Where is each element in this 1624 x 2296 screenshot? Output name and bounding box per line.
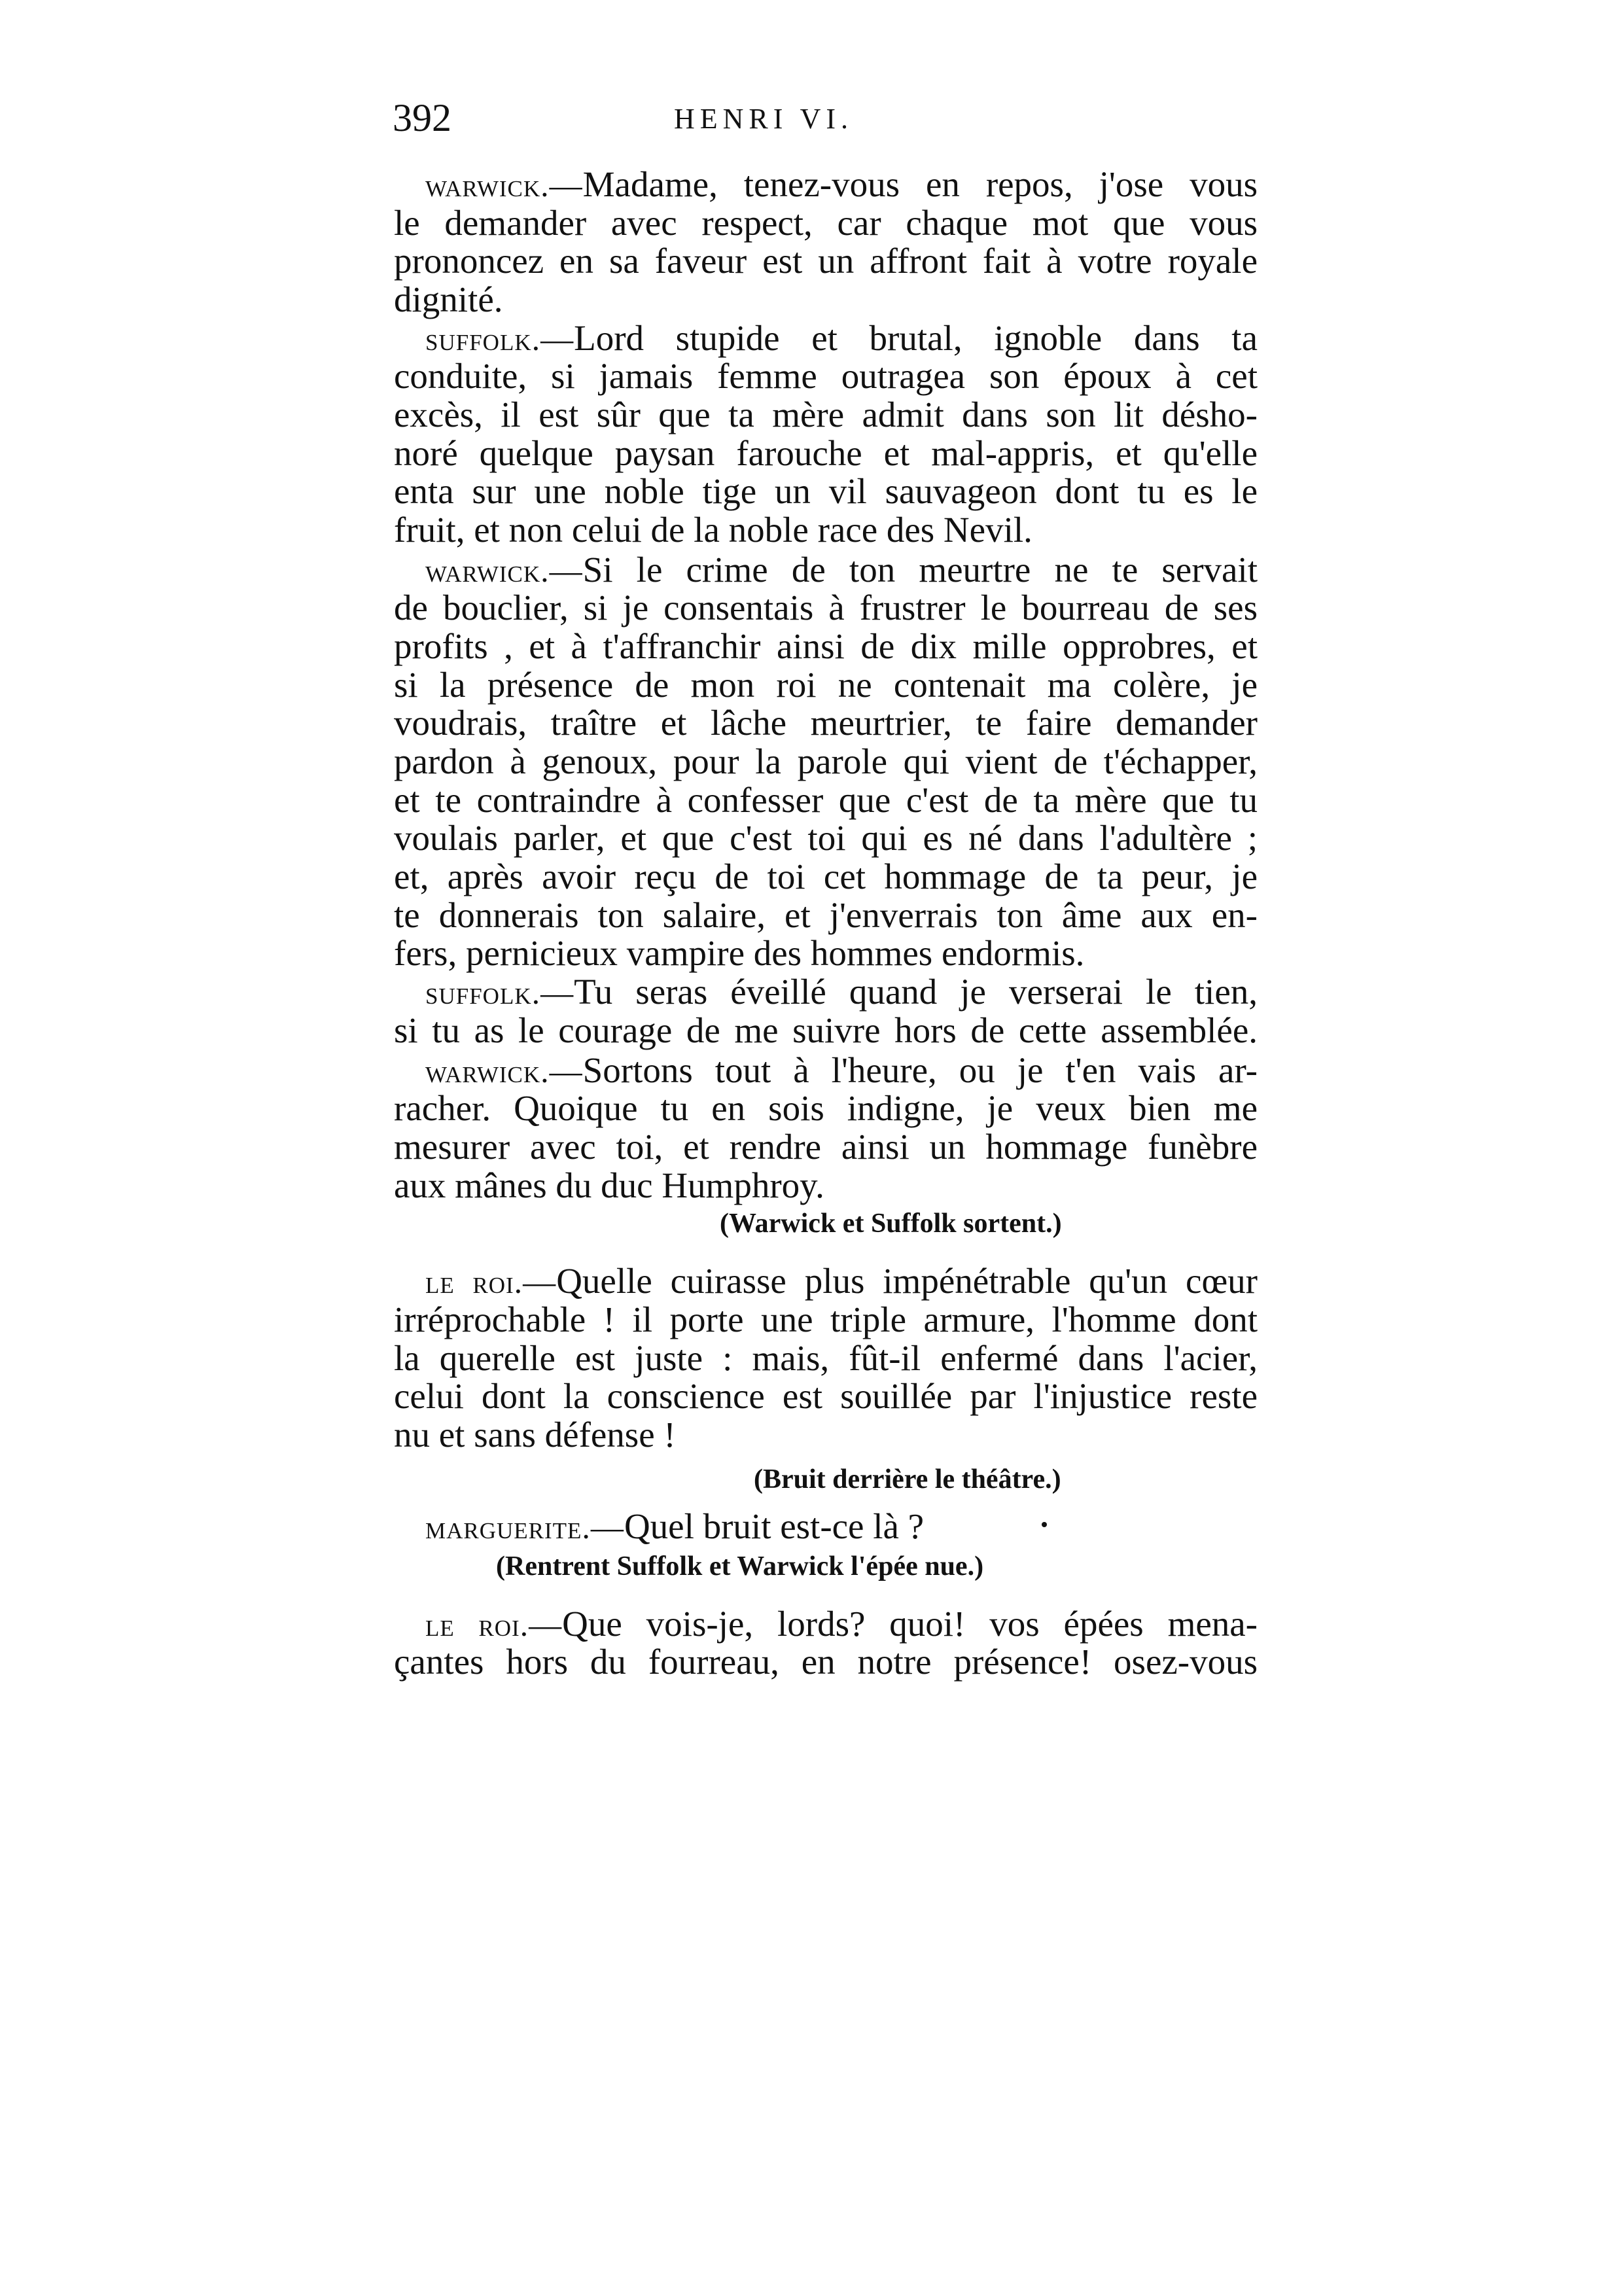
text-line — [394, 1642, 1258, 1682]
line-text: et, après avoir reçu de toi cet hommage de ta peur, je — [394, 857, 1258, 896]
text-line — [394, 1127, 1258, 1167]
text-line — [394, 742, 1258, 781]
text-line — [425, 1051, 1258, 1090]
stage-direction: (Bruit derrière le théâtre.) — [754, 1464, 1061, 1494]
line-text: prononcez en sa faveur est un affront fait à votre royale — [394, 241, 1258, 281]
text-line — [425, 1262, 1258, 1301]
line-text: nu et sans défense ! — [394, 1415, 676, 1455]
line-text: profits , et à t'affranchir ainsi de dix mille opprobres, et — [394, 626, 1258, 666]
line-text: Madame, tenez-vous en repos, j'ose vous — [582, 164, 1258, 204]
line-text: voulais parler, et que c'est toi qui es né dans l'adultère ; — [394, 818, 1258, 858]
running-head: HENRI VI. — [674, 103, 854, 135]
line-text: la querelle est juste : mais, fût-il enfermé dans l'acier, — [394, 1338, 1258, 1378]
line-text: Quelle cuirasse plus impénétrable qu'un cœur — [556, 1261, 1258, 1301]
line-text: Tu seras éveillé quand je verserai le tien, — [574, 972, 1258, 1012]
line-text: dignité. — [394, 279, 503, 319]
line-text: celui dont la conscience est souillée par l'injustice reste — [394, 1376, 1258, 1416]
text-line — [394, 510, 1258, 550]
speaker-name: warwick.— — [425, 1053, 583, 1089]
text-line — [394, 665, 1258, 705]
line-text: fruit, et non celui de la noble race des Nevil. — [394, 510, 1033, 550]
line-text: pardon à genoux, pour la parole qui vient de t'échapper, — [394, 741, 1258, 781]
text-line — [394, 819, 1258, 858]
text-line — [425, 550, 1258, 590]
speaker-name: suffolk.— — [425, 321, 574, 357]
line-text: voudrais, traître et lâche meurtrier, te faire demander — [394, 703, 1258, 743]
speaker-name: suffolk.— — [425, 974, 574, 1011]
text-line — [394, 1415, 1258, 1455]
line-text: Lord stupide et brutal, ignoble dans ta — [574, 318, 1258, 358]
text-line — [425, 1604, 1258, 1644]
line-text: Quel bruit est-ce là ? — [624, 1506, 925, 1546]
line-text: aux mânes du duc Humphroy. — [394, 1165, 824, 1205]
speaker-name: warwick.— — [425, 552, 583, 589]
text-line — [394, 1011, 1258, 1050]
line-text: de bouclier, si je consentais à frustrer le bourreau de ses — [394, 588, 1258, 627]
speaker-name: marguerite.— — [425, 1509, 624, 1545]
text-line — [394, 1377, 1258, 1416]
text-line — [394, 1300, 1258, 1339]
text-line — [394, 781, 1258, 820]
text-line — [394, 857, 1258, 896]
stage-direction: (Rentrent Suffolk et Warwick l'épée nue.) — [496, 1551, 984, 1581]
line-text: noré quelque paysan farouche et mal-appris, et qu'elle — [394, 433, 1258, 473]
line-text: çantes hors du fourreau, en notre présence! osez-vous — [394, 1642, 1258, 1682]
line-text: si tu as le courage de me suivre hors de cette assemblée. — [394, 1010, 1258, 1050]
text-line — [394, 357, 1258, 396]
text-line — [394, 896, 1258, 935]
text-line — [425, 319, 1258, 358]
text-line — [394, 1166, 1258, 1205]
text-line — [394, 703, 1258, 743]
speaker-name: le roi.— — [425, 1606, 563, 1643]
text-line — [394, 395, 1258, 434]
text-line — [394, 588, 1258, 627]
text-line — [394, 434, 1258, 473]
line-text: mesurer avec toi, et rendre ainsi un hommage funèbre — [394, 1127, 1258, 1167]
line-text: Si le crime de ton meurtre ne te servait — [582, 550, 1258, 590]
text-line — [394, 241, 1258, 281]
text-line — [394, 280, 1258, 319]
text-line — [394, 472, 1258, 511]
line-text: irréprochable ! il porte une triple armure, l'homme dont — [394, 1299, 1258, 1339]
line-text: Que vois-je, lords? quoi! vos épées mena- — [562, 1604, 1258, 1644]
ink-speck — [1042, 1522, 1047, 1527]
line-text: enta sur une noble tige un vil sauvageon dont tu es le — [394, 471, 1258, 511]
line-text: te donnerais ton salaire, et j'enverrais ton âme aux en- — [394, 895, 1258, 935]
line-text: si la présence de mon roi ne contenait ma colère, je — [394, 665, 1258, 705]
line-text: Sortons tout à l'heure, ou je t'en vais ar- — [582, 1050, 1258, 1090]
line-text: racher. Quoique tu en sois indigne, je veux bien me — [394, 1088, 1258, 1128]
text-line — [394, 1339, 1258, 1378]
line-text: fers, pernicieux vampire des hommes endormis. — [394, 933, 1085, 973]
text-line — [394, 203, 1258, 243]
text-line — [394, 1089, 1258, 1128]
stage-direction: (Warwick et Suffolk sortent.) — [720, 1209, 1062, 1239]
speaker-name: warwick.— — [425, 167, 583, 203]
text-line — [394, 934, 1258, 973]
page-number: 392 — [393, 96, 451, 139]
text-line — [425, 165, 1258, 204]
speaker-name: le roi.— — [425, 1263, 557, 1300]
line-text: excès, il est sûr que ta mère admit dans son lit désho- — [394, 395, 1258, 434]
line-text: le demander avec respect, car chaque mot que vous — [394, 203, 1258, 243]
text-line — [425, 972, 1258, 1012]
text-line — [425, 1507, 1258, 1546]
line-text: et te contraindre à confesser que c'est de ta mère que tu — [394, 780, 1258, 820]
text-line — [394, 627, 1258, 666]
line-text: conduite, si jamais femme outragea son époux à cet — [394, 356, 1258, 396]
